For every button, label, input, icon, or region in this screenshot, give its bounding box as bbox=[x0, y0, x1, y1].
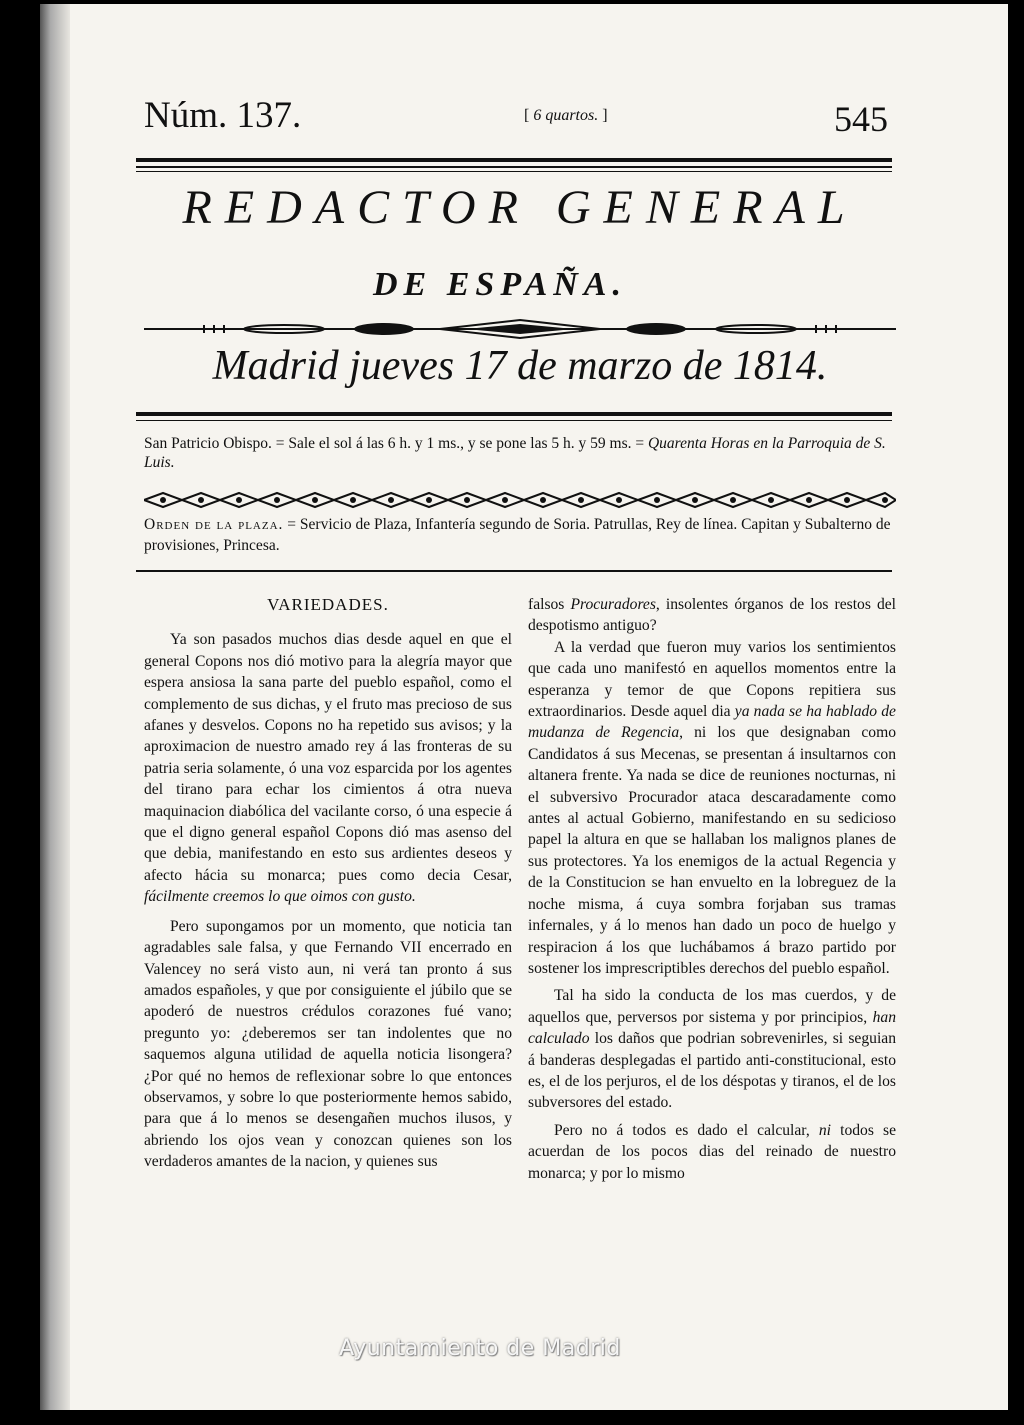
paragraph: Tal ha sido la conducta de los mas cuerdos, y de aquellos que, perversos por sistema y por principios, han calculado los daños que podrian sobrevenirles, si seguian á banderas desplegadas el partido anti-constitucional, esto es, el de los perjuros, el de los déspotas y tiranos, el de los subversores del estado. bbox=[528, 987, 896, 1112]
page-number: 545 bbox=[834, 99, 888, 139]
issue-number: Núm. 137. bbox=[144, 95, 302, 136]
paragraph: Pero supongamos por un momento, que noticia tan agradables sale falsa, y que Fernando VII encerrado en Valencey no será visto aun, ni verá tan pronto á sus amados españoles, y que por consiguiente el júbilo que se apoderó de nuestros crédulos corazones fué vano; pregunto yo: ¿deberemos ser tan indolentes que no saquemos alguna utilidad de aquella noticia lisongera? ¿Por qué no hemos de reflexionar sobre lo que entonces observamos, y sobre lo que posteriormente hemos sabido, para que á lo menos se desengañen muchos ilusos, y abriendo los ojos vean y conozcan quienes son los verdaderos amantes de la nacion, y quienes sus bbox=[144, 917, 512, 1171]
daily-info-text: San Patricio Obispo. = Sale el sol á las 6 h. y 1 ms., y se pone las 5 h. y 59 ms. = bbox=[144, 435, 648, 452]
diamond-divider bbox=[144, 490, 896, 510]
section-title: VARIEDADES. bbox=[267, 595, 389, 614]
orden-label: Orden de la plaza. bbox=[144, 516, 284, 533]
section-rule bbox=[136, 570, 892, 572]
price-bracket-close: ] bbox=[602, 107, 608, 124]
header-rule-thin-2 bbox=[136, 171, 892, 172]
paragraph: falsos Procuradores, insolentes órganos de los restos del despotismo antiguo? bbox=[528, 596, 897, 635]
masthead-subtitle: DE ESPAÑA. bbox=[373, 266, 627, 303]
dateline-rule-thick bbox=[136, 412, 892, 416]
dateline-rule-thin bbox=[136, 420, 892, 421]
article-column-left bbox=[144, 594, 512, 1173]
daily-info bbox=[144, 434, 896, 472]
header-rule-thick bbox=[136, 158, 892, 162]
paragraph: Pero no á todos es dado el calcular, ni todos se acuerdan de los pocos dias del reinado de nuestro monarca; y por lo mismo bbox=[528, 1121, 896, 1182]
newspaper-page bbox=[40, 4, 1008, 1410]
paragraph: Ya son pasados muchos dias desde aquel en que el general Copons nos dió motivo para la alegría mayor que espera ansiosa la sana parte del pueblo español, como el complemento de sus dichas, y el fruto mas precioso de sus afanes y desvelos. Copons no ha repetido sus avisos; y la aproximacion de nuestro amado rey á las fronteras de su patria seria solamente, ó una voz esparcida por los agentes del tirano para echar los cimientos á otra nueva maquinacion diabólica del vacilante corso, ó una especie á que el digno general español Copons dió mas asenso del que debia, manifestando en esto sus ardientes deseos y afecto hácia su monarca; pues como decia Cesar, fácilmente creemos lo que oimos con gusto. bbox=[144, 631, 512, 906]
price-text: 6 quartos. bbox=[533, 107, 599, 124]
archive-watermark: Ayuntamiento de Madrid bbox=[339, 1336, 621, 1361]
header-rule-thin bbox=[136, 166, 892, 168]
daily-info-italic: Quarenta Horas en la Parroquia de S. Luis. bbox=[144, 435, 886, 471]
dateline: Madrid jueves 17 de marzo de 1814. bbox=[212, 343, 828, 389]
paragraph: A la verdad que fueron muy varios los sentimientos que cada uno manifestó en aquellos momentos entre la esperanza y temor de que Copons repitiera sus extraordinarios. Desde aquel dia ya nada se ha hablado de mudanza de Regencia, ni los que designaban como Candidatos á sus Mecenas, se presentan á insultarnos con altanera frente. Ya nada se dice de reuniones nocturnas, ni el subversivo Procurador ataca descaradamente como antes al actual Gobierno, manifestando en su sedicioso papel la altura en que se hallaban los malignos planes de sus protectores. Ya los enemigos de la actual Regencia y de la Constitucion se han envuelto en la lobreguez de la noche misma, á cuya sombra forjaban sus tramas infernales, y á lo menos han dado un poco de huelgo y respiracion á los que luchábamos á brazo partido por sostener los imprescriptibles derechos del pueblo español. bbox=[528, 638, 897, 977]
price-bracket-open: [ bbox=[524, 107, 530, 124]
ornamental-border bbox=[144, 316, 896, 342]
orden-de-la-plaza bbox=[144, 514, 896, 556]
orden-text: = Servicio de Plaza, Infantería segundo de Soria. Patrullas, Rey de línea. Capitan y Subalterno de provisiones, Princesa. bbox=[144, 516, 891, 554]
article-column-right bbox=[528, 594, 896, 1184]
issue-price bbox=[524, 107, 608, 125]
masthead-title: REDACTOR GENERAL bbox=[182, 181, 858, 234]
